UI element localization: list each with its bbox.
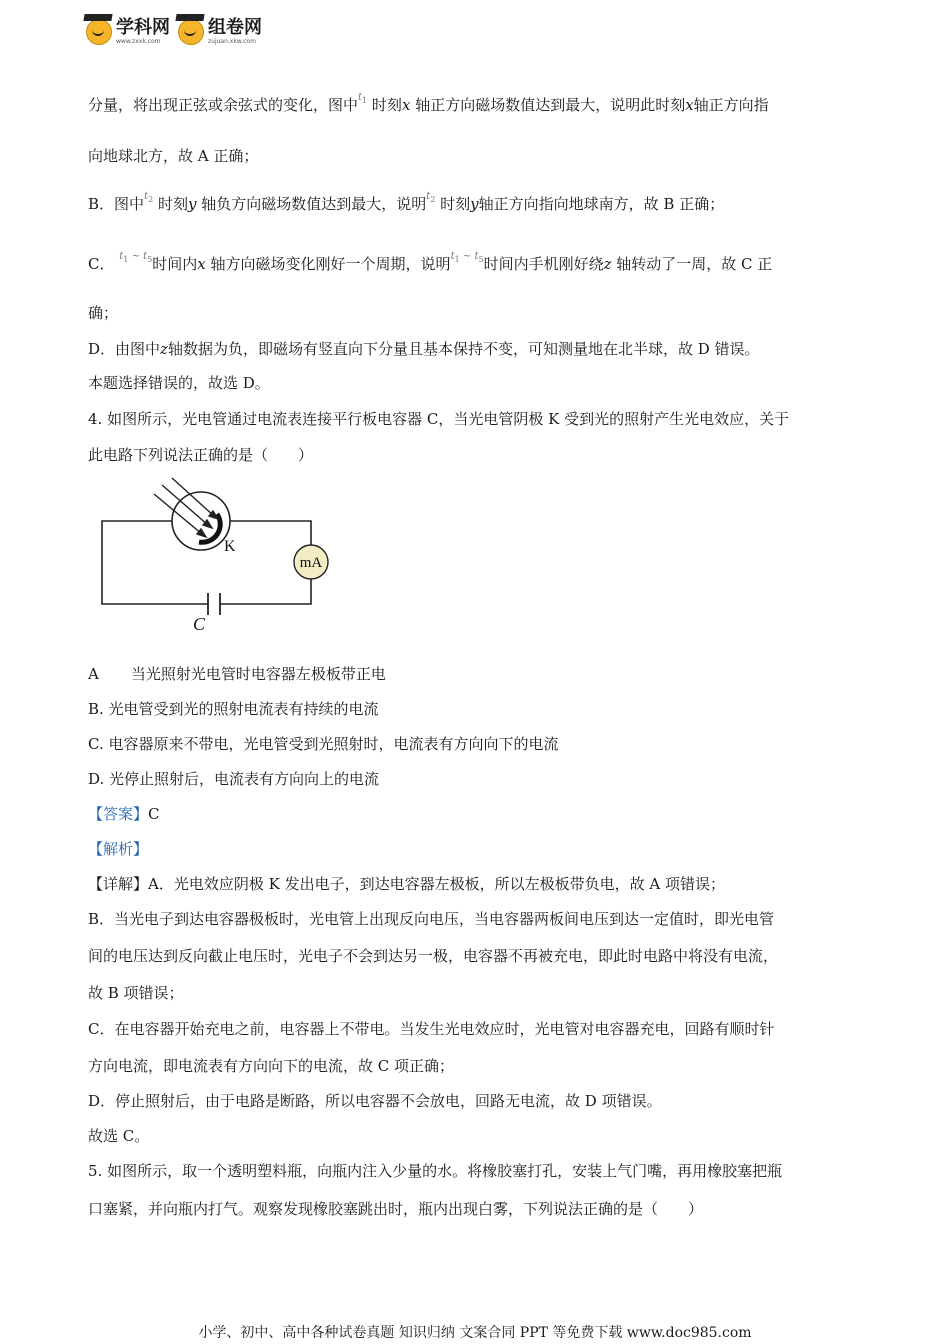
text-line: B．图中$^{t_2}$ 时刻y 轴负方向磁场数值达到最大，说明$^{t_2}$ 时刻y轴正方向指向地球南方，故 B 正确； <box>88 191 725 213</box>
answer: 【答案】C <box>88 805 160 823</box>
text-line: 分量，将出现正弦或余弦式的变化，图中$^{t_1}$ 时刻x 轴正方向磁场数值达到最大，说明此时刻x轴正方向指 <box>88 92 769 114</box>
circuit-wire <box>220 579 311 604</box>
mascot-icon <box>178 19 204 45</box>
text-line: 口塞紧，并向瓶内打气。观察发现橡胶塞跳出时，瓶内出现白雾，下列说法正确的是（ ） <box>88 1200 704 1218</box>
analysis-heading: 【解析】 <box>88 840 149 858</box>
logo-name: 学科网 <box>116 17 170 38</box>
option-b: B. 光电管受到光的照射电流表有持续的电流 <box>88 700 379 718</box>
text-line: 确； <box>88 304 119 322</box>
text-line: C．在电容器开始充电之前，电容器上不带电。当发生光电效应时，光电管对电容器充电，回路有顺时针 <box>88 1020 775 1038</box>
text-line: D．由图中z轴数据为负，即磁场有竖直向下分量且基本保持不变，可知测量地在北半球，故 D 错误。 <box>88 340 760 358</box>
mascot-icon <box>86 19 112 45</box>
text-line: C． $^{t_1 \sim t_5}$时间内x 轴方向磁场变化刚好一个周期，说明$^{t_1 \sim t_5}$时间内手机刚好绕z 轴转动了一周，故 C 正 <box>88 251 773 273</box>
option-a: A 当光照射光电管时电容器左极板带正电 <box>88 665 386 683</box>
capacitor-label: C <box>193 614 206 634</box>
ammeter-label: mA <box>299 555 323 571</box>
text-line: 本题选择错误的，故选 D。 <box>88 374 270 392</box>
logo-name: 组卷网 <box>208 17 262 38</box>
option-c: C. 电容器原来不带电，光电管受到光照射时，电流表有方向向下的电流 <box>88 735 559 753</box>
text-line: 故选 C。 <box>88 1127 150 1145</box>
text-line: 间的电压达到反向截止电压时，光电子不会到达另一极，电容器不再被充电，即此时电路中将没有电流， <box>88 947 779 965</box>
logo-url: www.zxxk.com <box>116 38 161 45</box>
question-4: 4. 如图所示，光电管通过电流表连接平行板电容器 C，当光电管阴极 K 受到光的照射产生光电效应，关于 <box>88 410 790 428</box>
text-line: 此电路下列说法正确的是（ ） <box>88 446 314 464</box>
text-line: D．停止照射后，由于电路是断路，所以电容器不会放电，回路无电流，故 D 项错误。 <box>88 1092 662 1110</box>
text-line: 向地球北方，故 A 正确； <box>88 147 259 165</box>
question-5: 5. 如图所示，取一个透明塑料瓶，向瓶内注入少量的水。将橡胶塞打孔，安装上气门嘴，再用橡胶塞把瓶 <box>88 1162 783 1180</box>
circuit-wire <box>230 521 311 545</box>
text-line: 方向电流，即电流表有方向向下的电流，故 C 项正确； <box>88 1057 455 1075</box>
header-logos <box>86 16 262 48</box>
footer-ad[interactable]: 小学、初中、高中各种试卷真题 知识归纳 文案合同 PPT 等免费下载 www.doc985.com <box>198 1325 752 1341</box>
logo-url: zujuan.xkw.com <box>208 38 256 45</box>
zxxk-logo[interactable] <box>86 19 170 45</box>
detail: 【详解】A．光电效应阴极 K 发出电子，到达电容器左极板，所以左极板带负电，故 A 项错误； <box>88 875 725 893</box>
cathode-label: K <box>224 538 236 555</box>
photoelectric-circuit-diagram <box>96 476 336 636</box>
zujuan-logo[interactable] <box>178 19 262 45</box>
text-line: 故 B 项错误； <box>88 984 184 1002</box>
option-d: D. 光停止照射后，电流表有方向向上的电流 <box>88 770 380 788</box>
text-line: B．当光电子到达电容器极板时，光电管上出现反向电压，当电容器两板间电压到达一定值时，即光电管 <box>88 910 775 928</box>
